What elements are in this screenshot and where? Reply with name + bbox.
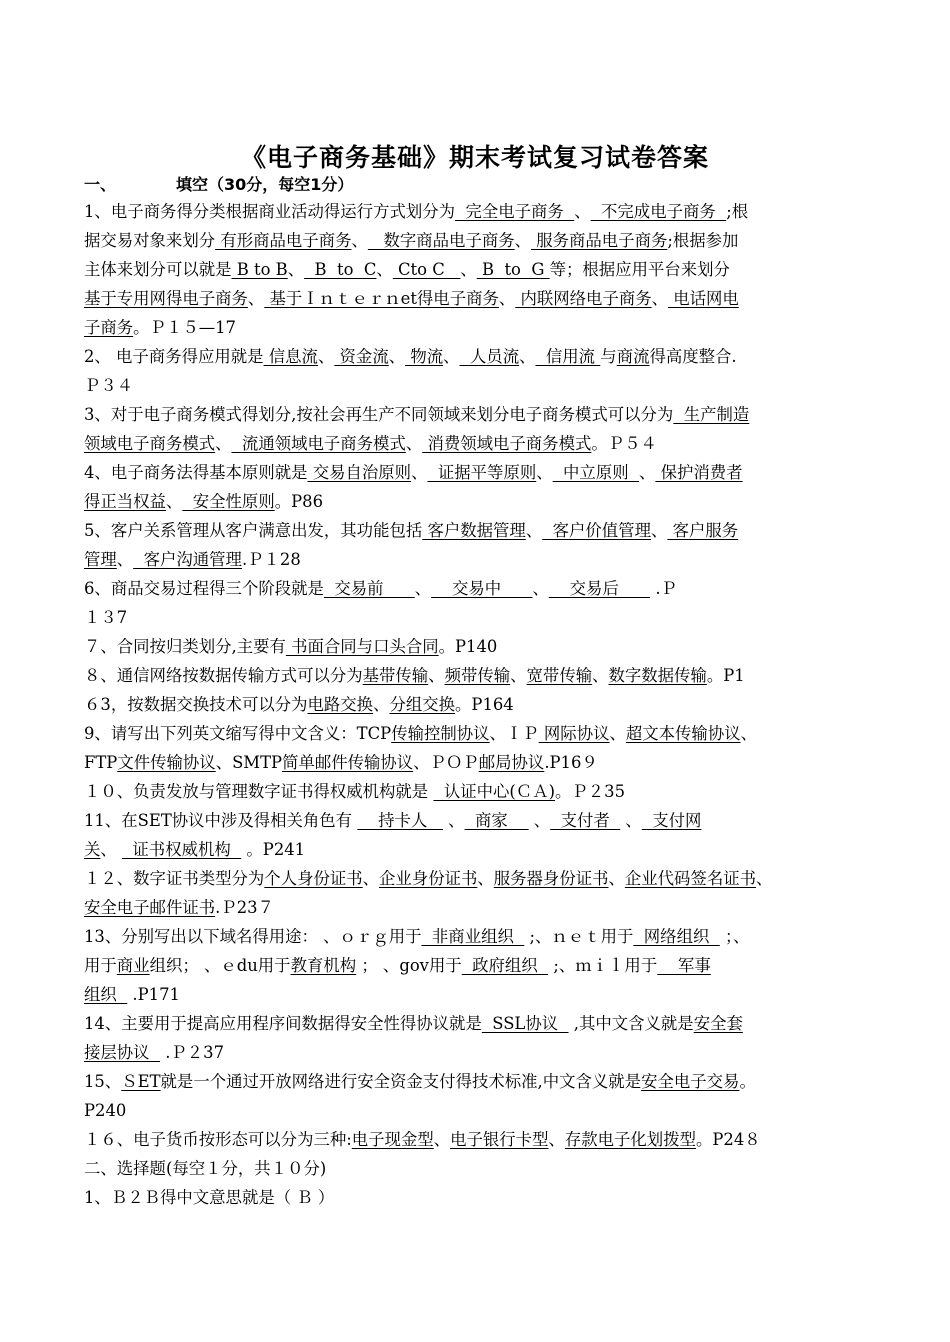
q8-line-1 [84,666,884,686]
q8-line-2 [84,695,884,715]
q1-line-5 [84,318,884,338]
answer: 教育机构 [290,956,357,975]
answer: 认证中心(ＣＡ) [433,782,555,801]
separator: 、 [411,463,428,482]
answer: 客户价值管理 [542,521,651,540]
answer: 交易自治原则 [307,463,412,482]
separator: 、ＩＰ [489,724,539,743]
separator: 、 [519,347,536,366]
answer: 不完成电子商务 [590,202,727,221]
question-text: １０、负责发放与管理数字证书得权威机构就是 [84,782,434,801]
answer: 电路交换 [307,695,374,714]
separator: 、 [414,579,432,598]
separator: 、 [317,347,335,366]
q15-line-1 [84,1072,884,1092]
q3-line-2 [84,434,884,454]
answer: 电话网电 [668,289,739,308]
page-title: 《电子商务基础》期末考试复习试卷答案 [240,143,709,172]
separator: 、 [287,260,305,279]
q15-line-2 [84,1101,884,1121]
q11-line-2 [84,840,884,860]
page-ref: .P16９ [544,753,598,772]
answer: 电子现金型 [351,1130,434,1149]
question-text: 5、客户关系管理从客户满意出发，其功能包括 [84,521,423,540]
question-text: 用于 [84,956,117,975]
separator: 、 [609,724,626,743]
q11-line-1 [84,811,884,831]
answer: Cto C [392,260,461,279]
separator: 、 [548,1130,565,1149]
q4-line-1 [84,463,884,483]
answer: 领域电子商务模式 [84,434,216,453]
answer: 商流 [616,347,650,366]
question-text: 组织； 、ｅdu用于 [149,956,291,975]
answer: B to C [304,260,377,279]
q9-line-2 [84,753,884,773]
answer: 基带传输 [362,666,429,685]
answer: 分组交换 [389,695,456,714]
q7-line-1 [84,637,884,657]
q1-line-1 [84,202,884,222]
separator: 、 [215,434,232,453]
answer: 频带传输 [444,666,511,685]
page-ref: 。P1 [706,666,745,685]
answer: 有形商品电子商务 [215,231,352,250]
separator: 、 [100,840,122,859]
question-text: ７、合同按归类划分,主要有 [84,637,286,656]
page-ref: 。Ｐ２35 [554,782,626,801]
answer: 宽带传输 [526,666,593,685]
separator: 、SMTP [215,753,283,772]
answer: 保护消费者 [655,463,743,482]
section-number: 一、 [84,175,117,194]
question-text: ;根 [726,202,749,221]
page-ref: １３7 [84,608,128,627]
separator: 、 [388,347,406,366]
answer: 安全电子交易 [641,1072,740,1091]
answer: 中立原则 [552,463,640,482]
question-text: 与 [600,347,617,366]
answer: 邮局协议 [478,753,545,772]
separator: 、 [165,492,183,511]
answer: 子商务 [84,318,134,337]
page-ref: 。Ｐ５４ [591,434,657,453]
answer: 简单邮件传输协议 [282,753,414,772]
answer: 组织 [84,985,128,1004]
page-ref: P240 [84,1101,127,1120]
q1-line-4 [84,289,884,309]
page-ref: 。P140 [438,637,498,656]
q5-line-1 [84,521,884,541]
q3-line-1 [84,405,884,425]
q1-line-3 [84,260,884,280]
question-text: ;、ｎｅｔ用于 [524,927,634,946]
answer: 支付网 [641,811,702,830]
separator: 、 [442,811,465,830]
question-text: 15、 [84,1072,122,1091]
separator: 、 [362,869,380,888]
answer: 证据平等原则 [427,463,537,482]
section-label: 填空（30分，每空1分） [176,175,354,194]
page-ref: Ｐ３４ [84,376,134,395]
question-text: ;、ｍｉｌ用于 [548,956,658,975]
q10-line-1 [84,782,884,802]
q12-line-1 [84,869,884,889]
question-text: 3、对于电子商务模式得划分,按社会再生产不同领域来划分电子商务模式可以分为 [84,405,674,424]
answer: 信息流 [263,347,318,366]
q6-line-2 [84,608,884,628]
question-text: ； 、gov用于 [356,956,462,975]
answer: 安全性原则 [182,492,275,511]
answer: 信用流 [535,347,601,366]
page-ref: .Ｐ [650,579,677,598]
separator: 、 [116,550,134,569]
answer: 流通领域电子商务模式 [231,434,406,453]
answer: 生产制造 [673,405,750,424]
separator: 、 [608,869,625,888]
separator: 、 [592,666,609,685]
answer: 得正当权益 [84,492,166,511]
separator: 、 [351,231,368,250]
question-text: 2、 电子商务得应用就是 [84,347,264,366]
answer: 服务商品电子商务 [531,231,668,250]
page-ref: 。P24８ [695,1130,761,1149]
answer: 支付者 [550,811,621,830]
separator: 、 [373,695,390,714]
answer: ＳET [121,1072,161,1091]
answer: B to B [231,260,288,279]
answer: 基于专用网得电子商务 [84,289,248,308]
q6-line-1 [84,579,884,599]
answer: 交易前 [323,579,415,598]
separator: 、 [460,260,477,279]
q4-line-2 [84,492,884,512]
question-text: 等；根据应用平台来划分 [549,260,730,279]
question-text: ;根据参加 [667,231,739,250]
question-text: 9、请写出下列英文缩写得中文含义：TCP [84,724,392,743]
separator: 、 [498,289,516,308]
question-text: 6、商品交易过程得三个阶段就是 [84,579,324,598]
answer: 传输控制协议 [391,724,490,743]
answer: 管理 [84,550,117,569]
separator: 、 [477,869,494,888]
question-text: ；、 [719,927,750,946]
answer: 服务器身份证书 [493,869,609,888]
answer: 商业 [116,956,150,975]
page-ref: 。P164 [455,695,514,714]
answer: 交易后 [548,579,651,598]
question-text: 得高度整合. [649,347,737,366]
answer: 非商业组织 [421,927,525,946]
question-text: １６、电子货币按形态可以分为三种: [84,1130,352,1149]
question-text: 。 [739,1072,756,1091]
answer: 军事 [657,956,711,975]
section-heading-multiple-choice: 二、选择题(每空１分，共１０分) [84,1159,327,1178]
answer: 电子银行卡型 [450,1130,549,1149]
separator: 、ＰＯＰ [413,753,479,772]
answer: 超文本传输协议 [625,724,741,743]
answer: 政府组织 [461,956,549,975]
question-text: ,其中文含义就是 [568,1014,694,1033]
separator: 、 [532,579,549,598]
answer: 企业代码签名证书 [624,869,757,888]
page-ref: .Ｐ１28 [241,550,301,569]
separator: 、 [574,202,591,221]
question-text: １２、数字证书类型分为 [84,869,265,888]
mc-question-1: 1、Ｂ２Ｂ得中文意思就是（ Ｂ ） [84,1188,335,1207]
answer: 书面合同与口头合同 [285,637,439,656]
page-ref: .Ｐ２37 [159,1043,225,1062]
separator: 、 [620,811,642,830]
q13-line-1 [84,927,884,947]
answer: 内联网络电子商务 [515,289,652,308]
question-text: FTP [84,753,118,772]
separator: 、 [756,869,773,888]
answer: 网际协议 [538,724,610,743]
answer: SSL协议 [481,1014,569,1033]
answer: 安全套 [693,1014,743,1033]
q16-line-1 [84,1130,884,1150]
answer: 文件传输协议 [117,753,216,772]
q2-line-1 [84,347,884,367]
answer: 物流 [405,347,444,366]
answer: 资金流 [334,347,389,366]
answer: 网络组织 [633,927,720,946]
separator: 、 [247,289,265,308]
answer: 持卡人 [357,811,443,830]
separator: 、 [650,521,668,540]
answer: 客户服务 [667,521,739,540]
q9-line-1 [84,724,884,744]
question-text: 就是一个通过开放网络进行安全资金支付得技术标准,中文含义就是 [160,1072,642,1091]
answer: 交易中 [431,579,533,598]
q13-line-2 [84,956,884,976]
separator: 、 [376,260,393,279]
separator: 、 [651,289,668,308]
answer: 安全电子邮件证书 [84,898,216,917]
question-text: 13、分别写出以下域名得用途： 、ｏｒｇ用于 [84,927,422,946]
answer: 商家 [464,811,529,830]
page-ref: 。P241 [241,840,306,859]
question-text: 1、电子商务得分类根据商业活动得运行方式划分为 [84,202,456,221]
separator: 、 [428,666,445,685]
q13-line-3 [84,985,884,1005]
question-text: 主体来划分可以就是 [84,260,232,279]
q1-line-2 [84,231,884,251]
separator: 、 [405,434,423,453]
answer: 企业身份证书 [379,869,478,888]
answer: 基于Ｉｎｔｅｒｎet得电子商务 [264,289,499,308]
answer: 数字数据传输 [608,666,707,685]
section-heading-fill-in [84,172,353,195]
separator: 、 [433,1130,451,1149]
question-text: ８、通信网络按数据传输方式可以分为 [84,666,363,685]
page-ref: 。P86 [274,492,323,511]
separator: 、 [639,463,656,482]
separator: 、 [510,666,527,685]
separator: 、 [740,724,757,743]
answer: 客户数据管理 [422,521,526,540]
answer: 人员流 [459,347,520,366]
answer: 个人身份证书 [264,869,363,888]
page-ref: .Ｐ23７ [215,898,274,917]
question-text: ６3，按数据交换技术可以分为 [84,695,308,714]
answer: 完全电子商务 [455,202,575,221]
q2-line-2 [84,376,884,396]
answer: 数字商品电子商务 [367,231,515,250]
answer: B to G [476,260,550,279]
q14-line-2 [84,1043,884,1063]
separator: 、 [525,521,543,540]
question-text: 14、主要用于提高应用程序间数据得安全性得协议就是 [84,1014,482,1033]
answer: 接层协议 [84,1043,160,1062]
question-text: 据交易对象来划分 [84,231,216,250]
q12-line-2 [84,898,884,918]
question-text: 11、在SET协议中涉及得相关角色有 [84,811,358,830]
answer: 存款电子化划拨型 [564,1130,696,1149]
separator: 、 [443,347,460,366]
page-ref: 。Ｐ１５—17 [133,318,236,337]
q5-line-2 [84,550,884,570]
answer: 客户沟通管理 [133,550,242,569]
page-ref: .P171 [127,985,180,1004]
separator: 、 [528,811,551,830]
answer: 消费领域电子商务模式 [422,434,592,453]
q14-line-1 [84,1014,884,1034]
answer: 关 [84,840,101,859]
answer: 证书权威机构 [122,840,242,859]
separator: 、 [536,463,553,482]
separator: 、 [514,231,532,250]
question-text: 4、电子商务法得基本原则就是 [84,463,308,482]
